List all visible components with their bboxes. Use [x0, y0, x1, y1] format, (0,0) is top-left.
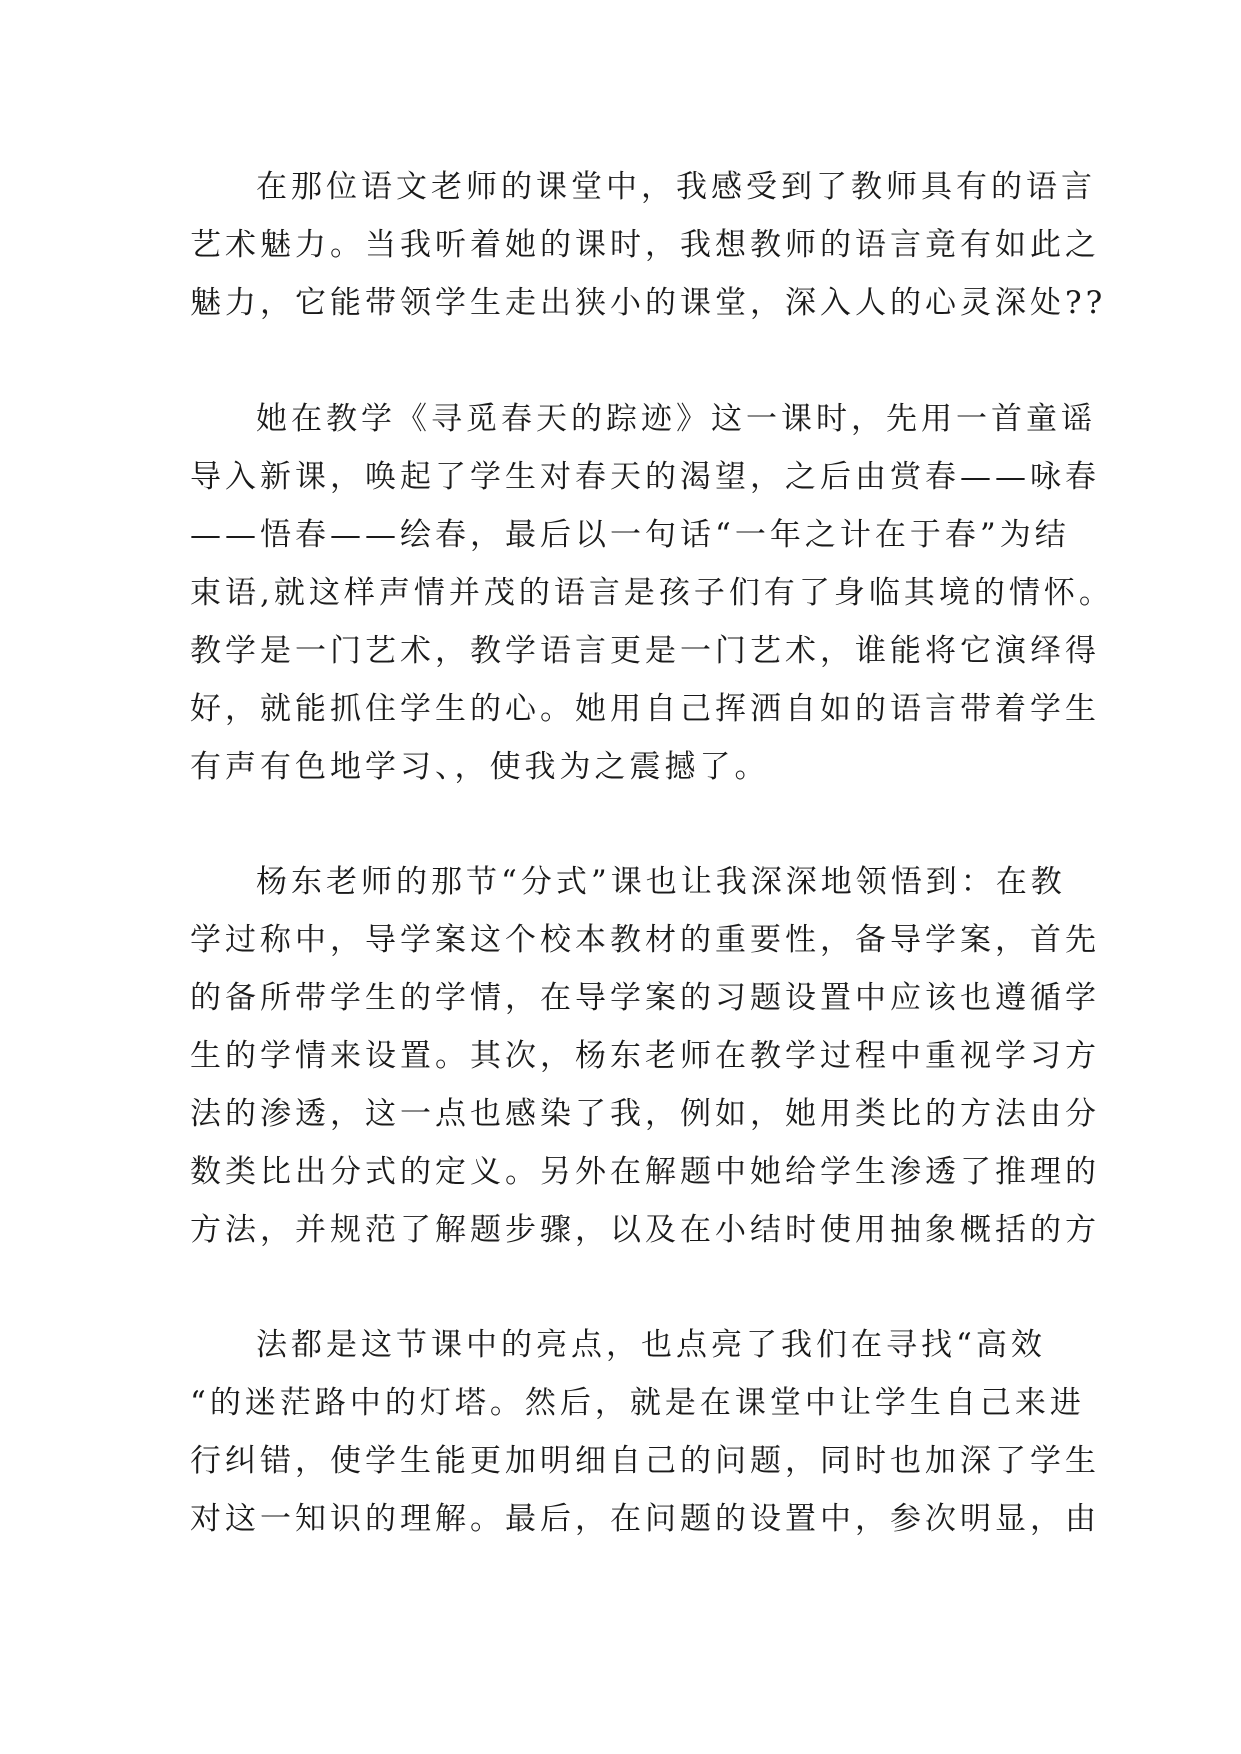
text-line: 的备所带学生的学情，在导学案的习题设置中应该也遵循学 — [190, 980, 1100, 1016]
paragraph-2 — [190, 390, 1114, 796]
text-line: 艺术魅力。当我听着她的课时，我想教师的语言竟有如此之 — [190, 227, 1100, 263]
text-line: 束语,就这样声情并茂的语言是孩子们有了身临其境的情怀。 — [190, 575, 1114, 611]
text-line: ——悟春——绘春，最后以一句话“一年之计在于春”为结 — [190, 517, 1070, 553]
text-line: 数类比出分式的定义。另外在解题中她给学生渗透了推理的 — [190, 1154, 1100, 1190]
text-line: 在那位语文老师的课堂中，我感受到了教师具有的语言 — [256, 169, 1096, 205]
paragraph-1 — [190, 158, 1107, 332]
text-line: 行纠错，使学生能更加明细自己的问题，同时也加深了学生 — [190, 1443, 1100, 1479]
text-line: 教学是一门艺术，教学语言更是一门艺术，谁能将它演绎得 — [190, 633, 1100, 669]
text-line: 学过称中，导学案这个校本教材的重要性，备导学案，首先 — [190, 922, 1100, 958]
text-line: 导入新课，唤起了学生对春天的渴望，之后由赏春——咏春 — [190, 459, 1100, 495]
text-line: 法的渗透，这一点也感染了我，例如，她用类比的方法由分 — [190, 1096, 1100, 1132]
text-line: 她在教学《寻觅春天的踪迹》这一课时，先用一首童谣 — [256, 401, 1096, 437]
text-line: 魅力，它能带领学生走出狭小的课堂，深入人的心灵深处?? — [190, 285, 1107, 321]
text-line: 法都是这节课中的亮点，也点亮了我们在寻找“高效 — [256, 1327, 1046, 1363]
text-line: 生的学情来设置。其次，杨东老师在教学过程中重视学习方 — [190, 1038, 1100, 1074]
text-line: 杨东老师的那节“分式”课也让我深深地领悟到：在教 — [256, 864, 1066, 900]
text-line: 好，就能抓住学生的心。她用自己挥洒自如的语言带着学生 — [190, 691, 1100, 727]
text-line: 有声有色地学习、，使我为之震撼了。 — [190, 749, 770, 785]
paragraph-3 — [190, 853, 1100, 1259]
paragraph-4 — [190, 1316, 1100, 1548]
text-line: 方法，并规范了解题步骤，以及在小结时使用抽象概括的方 — [190, 1212, 1100, 1248]
text-line: 对这一知识的理解。最后，在问题的设置中，参次明显，由 — [190, 1501, 1100, 1537]
text-line: “的迷茫路中的灯塔。然后，就是在课堂中让学生自己来进 — [190, 1385, 1085, 1421]
